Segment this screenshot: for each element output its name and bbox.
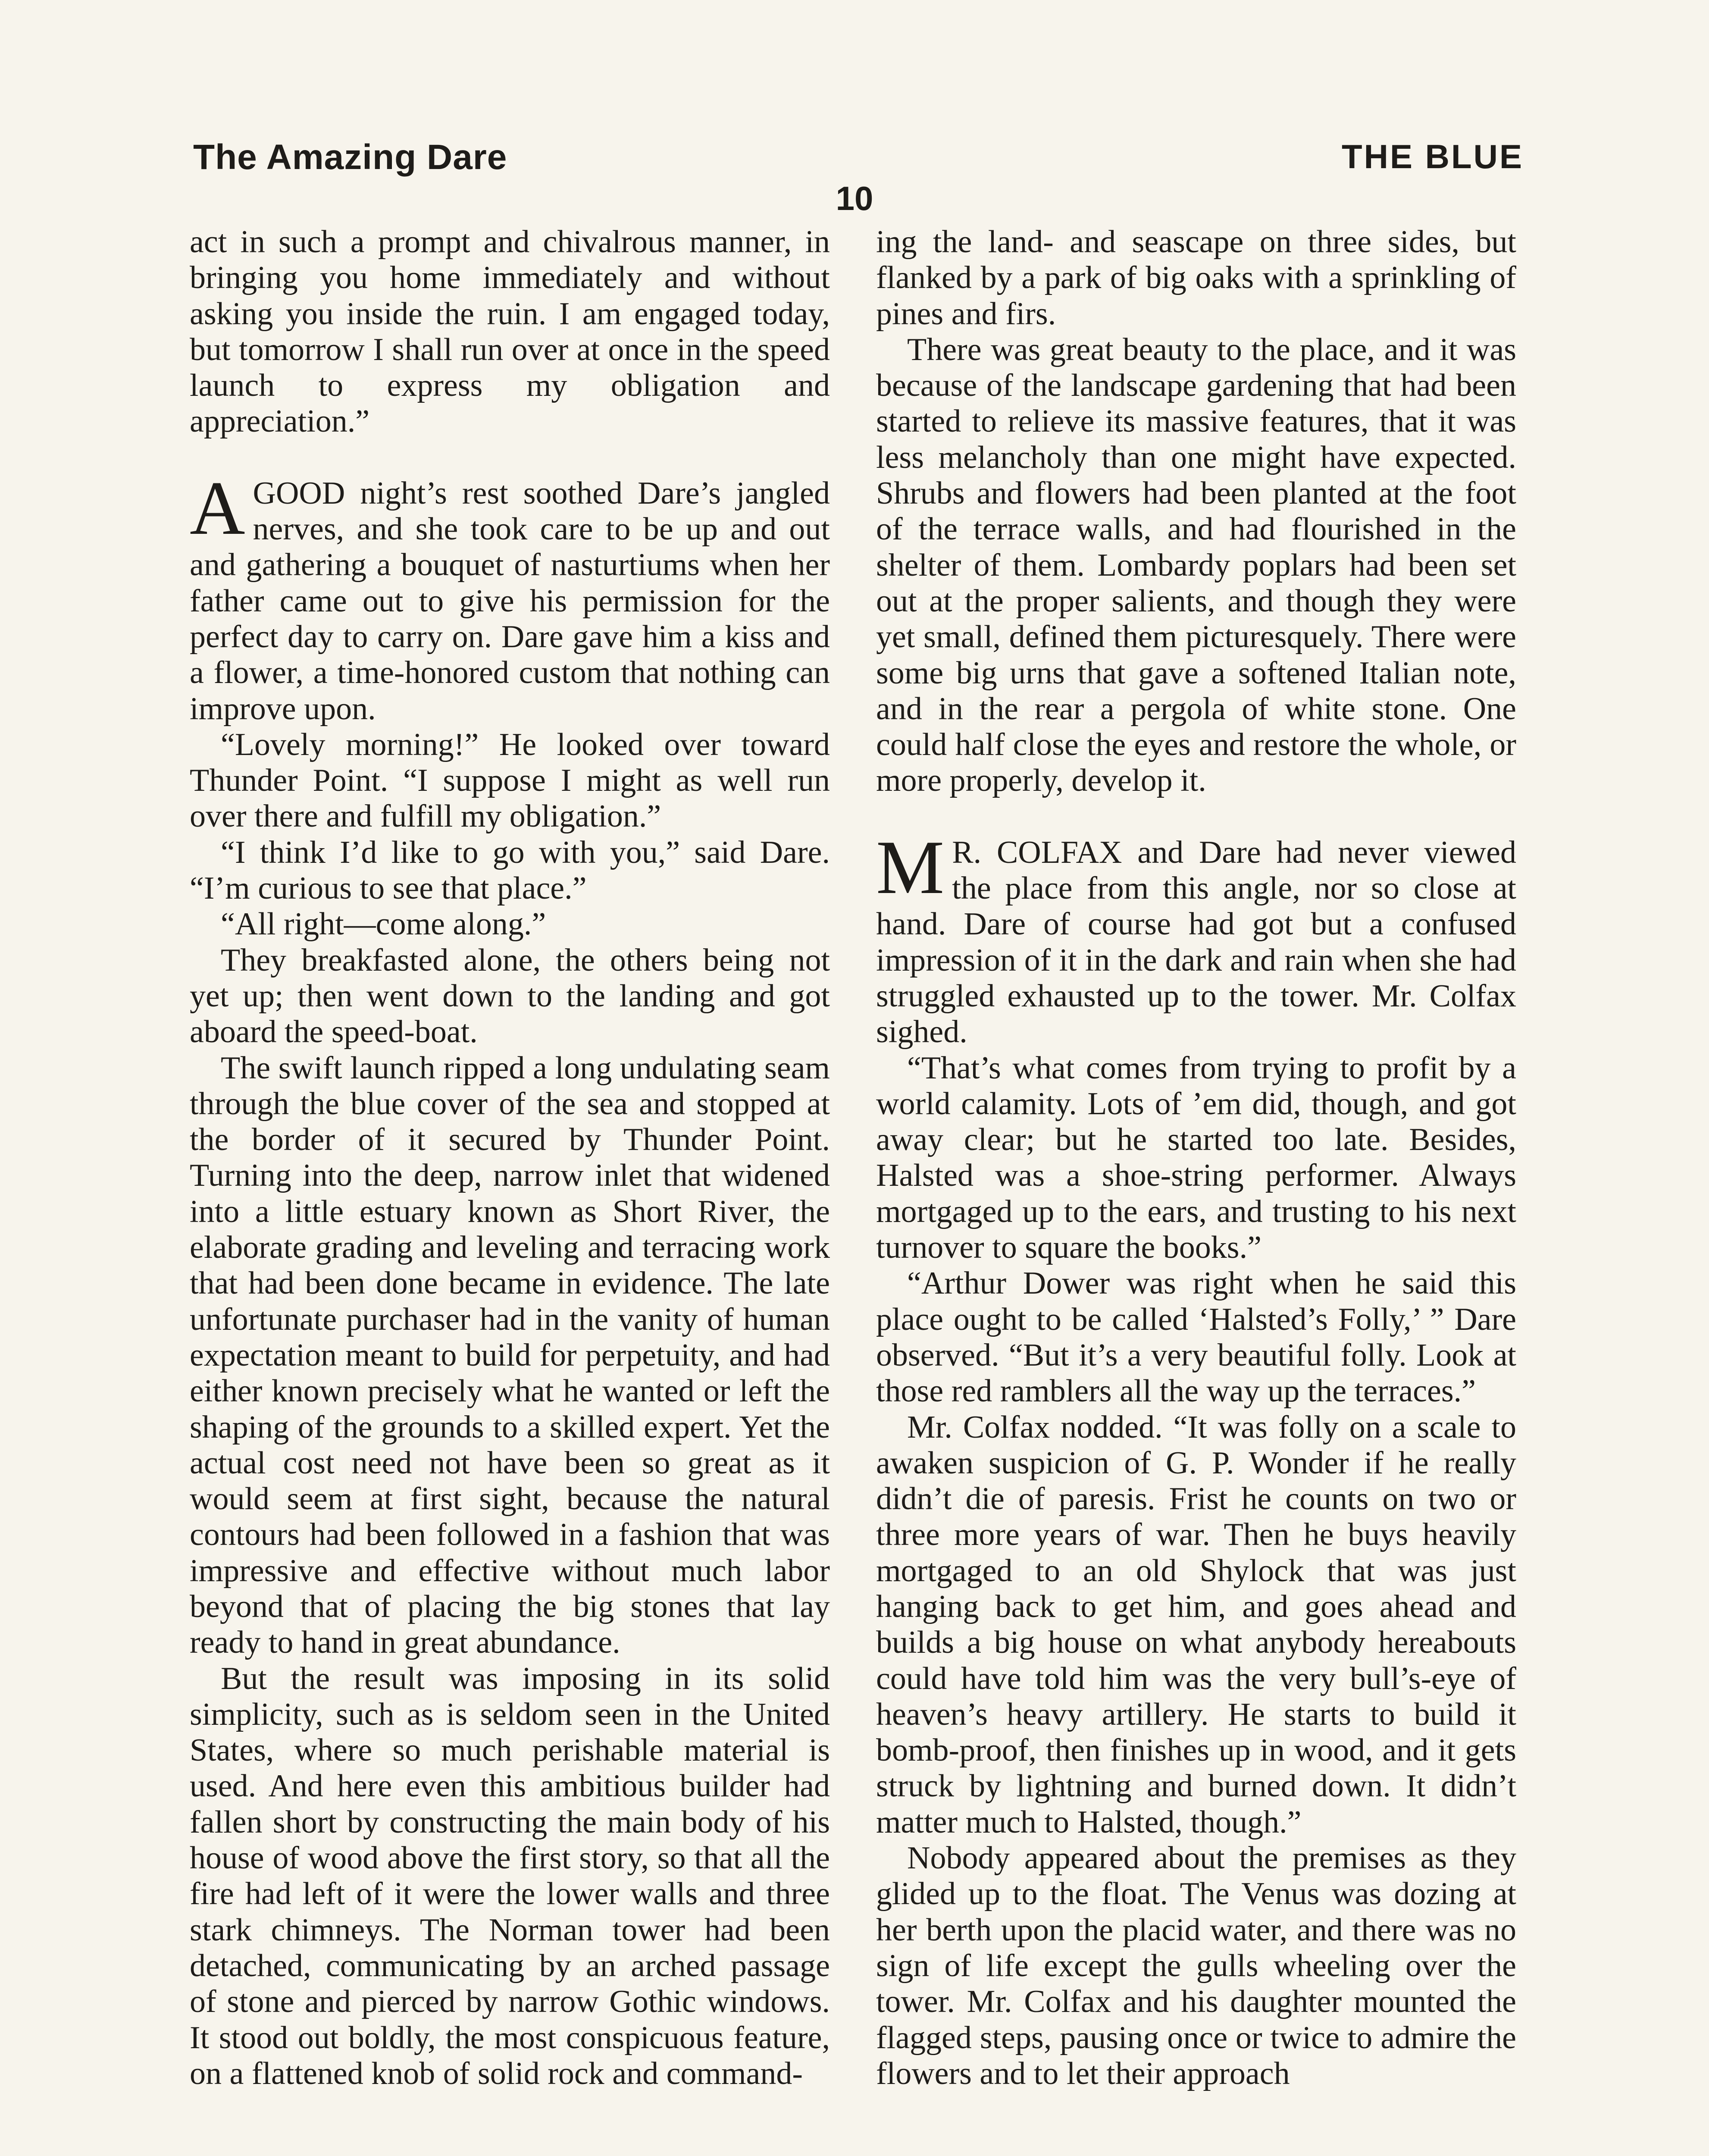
paragraph: “I think I’d like to go with you,” said Dare. “I’m curious to see that place.”: [190, 834, 830, 906]
paragraph: Nobody appeared about the premises as they glided up to the float. The Venus was dozing at her berth upon the placid water, and there was no sign of life except the gulls wheeling over the tower. Mr. Colfax and his daughter mounted the flagged steps, pausing once or twice to admire the flowers and to let their approach: [876, 1840, 1516, 2091]
page-number: 10: [836, 179, 873, 217]
running-title-left: The Amazing Dare: [193, 138, 507, 177]
paragraph: But the result was imposing in its solid simplicity, such as is seldom seen in the United States, where so much perishable material is used. And here even this ambitious builder had fallen short by constructing the main body of his house of wood above the first story, so that all the fire had left of it were the lower walls and three stark chimneys. The Norman tower had been detached, communicating by an arched passage of stone and pierced by narrow Gothic windows. It stood out boldly, the most conspicuous feature, on a flattened knob of solid rock and command-: [190, 1661, 830, 2091]
paragraph: “All right—come along.”: [221, 906, 546, 942]
paragraph: “Lovely morning!” He looked over toward Thunder Point. “I suppose I might as well run over there and fulfill my obligation.”: [190, 727, 830, 834]
paragraph: They breakfasted alone, the others being not yet up; then went down to the landing and got aboard the speed-boat.: [190, 942, 830, 1050]
paragraph-dropcap: MR. COLFAX and Dare had never viewed the place from this angle, nor so close at hand. Dare of course had got but a confused impression of it in the dark and rain when she had struggled exhausted up to the tower. Mr. Colfax sighed.: [876, 824, 1516, 1050]
paragraph: The swift launch ripped a long undulating seam through the blue cover of the sea and stopped at the border of it secured by Thunder Point. Turning into the deep, narrow inlet that widened into a little estuary known as Short River, the elaborate grading and leveling and terracing work that had been done became in evidence. The late unfortunate purchaser had in the vanity of human expectation meant to build for perpetuity, and had either known precisely what he wanted or left the shaping of the grounds to a skilled expert. Yet the actual cost need not have been so great as it would seem at first sight, because the natural contours had been followed in a fashion that was impressive and effective without much labor beyond that of placing the big stones that lay ready to hand in great abundance.: [190, 1050, 830, 1661]
paragraph-dropcap: AGOOD night’s rest soothed Dare’s jangled nerves, and she took care to be up and out and gathering a bouquet of nasturtiums when her father came out to give his permission for the perfect day to carry on. Dare gave him a kiss and a flower, a time-honored custom that nothing can improve upon.: [190, 465, 830, 727]
paragraph: ing the land- and seascape on three sides, but flanked by a park of big oaks with a sprinkling of pines and firs.: [876, 224, 1516, 332]
text-column-right: [876, 224, 1516, 2092]
text-column-left: [190, 224, 830, 2092]
paragraph: “That’s what comes from trying to profit by a world calamity. Lots of ’em did, though, and got away clear; but he started too late. Besides, Halsted was a shoe-string performer. Always mortgaged up to the ears, and trusting to his next turnover to square the books.”: [876, 1050, 1516, 1266]
running-title-right: THE BLUE: [1342, 138, 1524, 175]
paragraph: There was great beauty to the place, and it was because of the landscape gardening that had been started to relieve its massive features, that it was less melancholy than one might have expected. Shrubs and flowers had been planted at the foot of the terrace walls, and had flourished in the shelter of them. Lombardy poplars had been set out at the proper salients, and though they were yet small, defined them picturesquely. There were some big urns that gave a softened Italian note, and in the rear a pergola of white stone. One could half close the eyes and restore the whole, or more properly, develop it.: [876, 332, 1516, 799]
paragraph: Mr. Colfax nodded. “It was folly on a scale to awaken suspicion of G. P. Wonder if he really didn’t die of paresis. Frist he counts on two or three more years of war. Then he buys heavily mortgaged to an old Shylock that was just hanging back to get him, and goes ahead and builds a big house on what anybody hereabouts could have told him was the very bull’s-eye of heaven’s heavy artillery. He starts to build it bomb-proof, then finishes up in wood, and it gets struck by lightning and burned down. It didn’t matter much to Halsted, though.”: [876, 1409, 1516, 1840]
paragraph: act in such a prompt and chivalrous manner, in bringing you home immediately and without asking you inside the ruin. I am engaged today, but tomorrow I shall run over at once in the speed launch to express my obligation and appreciation.”: [190, 224, 830, 439]
paragraph: “Arthur Dower was right when he said this place ought to be called ‘Halsted’s Folly,’ ” Dare observed. “But it’s a very beautiful folly. Look at those red ramblers all the way up the terraces.”: [876, 1266, 1516, 1409]
